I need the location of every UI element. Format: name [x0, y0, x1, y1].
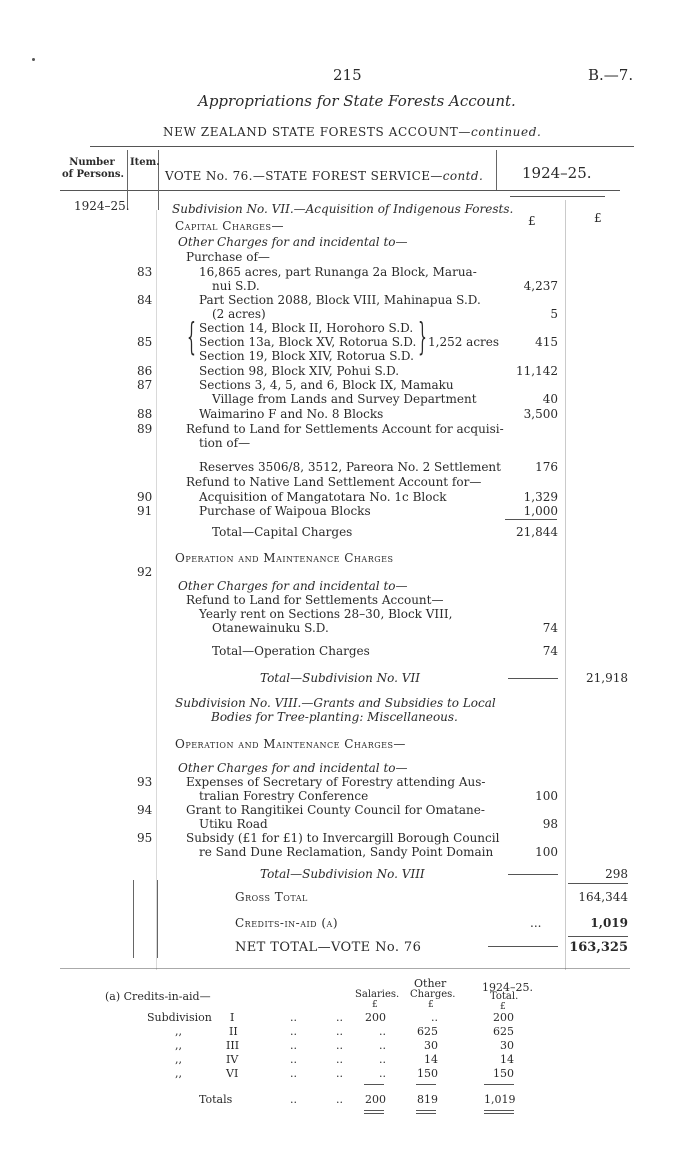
item-number: 94: [137, 803, 153, 817]
footnote-dots: ..: [336, 1067, 343, 1080]
footnote-dots: ..: [290, 1067, 297, 1080]
item-line: Village from Lands and Survey Department: [212, 392, 477, 406]
footnote-subdivision-word: Subdivision: [147, 1011, 212, 1024]
footnote-dots: ..: [336, 1025, 343, 1038]
item-line: Refund to Land for Settlements Account for acquisi-: [186, 422, 504, 436]
other-charges-label: Other Charges for and incidental to—: [178, 761, 408, 775]
subdivision8-rule: [508, 874, 558, 875]
total-subdivision7-label: Total—Subdivision No. VII: [260, 671, 420, 685]
account-subtitle-main: NEW ZEALAND STATE FORESTS ACCOUNT—: [163, 125, 472, 139]
footnote-ditto: ,,: [175, 1025, 182, 1038]
footnote-sum-rule: [416, 1084, 436, 1085]
item-number: 85: [137, 335, 153, 349]
footnote-ditto: ,,: [175, 1039, 182, 1052]
item-line: Waimarino F and No. 8 Blocks: [199, 407, 384, 421]
footnote-double-rule: [484, 1110, 514, 1111]
header-top-rule: [90, 146, 634, 147]
purchase-of-label: Purchase of—: [186, 250, 270, 264]
footnote-salaries: 200: [365, 1011, 386, 1024]
gross-total: 164,344: [578, 890, 628, 904]
header-bottom-rule: [60, 190, 620, 191]
vote-heading-main: VOTE No. 76.—STATE FOREST SERVICE—: [165, 169, 443, 183]
footnote-double-rule: [416, 1110, 436, 1111]
item-amount: 40: [542, 392, 558, 406]
other-charges-label: Other Charges for and incidental to—: [178, 235, 408, 249]
item-line: Yearly rent on Sections 28–30, Block VIII,: [199, 607, 453, 621]
item-line: Section 14, Block II, Horohoro S.D.: [199, 321, 414, 335]
total-subdivision8-label: Total—Subdivision No. VIII: [260, 867, 425, 881]
net-mid-rule: [488, 946, 558, 947]
item-line: tion of—: [199, 436, 251, 450]
item-line: re Sand Dune Reclamation, Sandy Point Domain: [199, 845, 494, 859]
item-line: Subsidy (£1 for £1) to Invercargill Borough Council: [186, 831, 500, 845]
gross-total-label: Gross Total: [235, 890, 308, 904]
item-line: Expenses of Secretary of Forestry attending Aus-: [186, 775, 486, 789]
footnote-col-total-1: 1924–25.: [482, 981, 533, 994]
currency-right: £: [594, 211, 602, 225]
item-number: 95: [137, 831, 153, 845]
item-number: 91: [137, 504, 153, 518]
account-subtitle-cont: continued.: [471, 125, 542, 139]
item-line: Reserves 3506/8, 3512, Pareora No. 2 Settlement: [199, 460, 501, 474]
left-margin-bar: [157, 880, 158, 958]
item-line: Part Section 2088, Block VIII, Mahinapua S.D.: [199, 293, 481, 307]
footnote-sub: VI: [226, 1067, 239, 1080]
footnote-col-other-2: Charges.: [410, 989, 456, 1000]
footnote-salaries: ..: [379, 1039, 386, 1052]
footnote-salaries: ..: [379, 1025, 386, 1038]
footnote-salaries: ..: [379, 1067, 386, 1080]
item-line: (2 acres): [212, 307, 266, 321]
currency-left: £: [528, 214, 536, 228]
subdivision7-heading: Subdivision No. VII.—Acquisition of Indigenous Forests.: [172, 202, 514, 216]
item-line: Section 13a, Block XV, Rotorua S.D.: [199, 335, 417, 349]
item-number: 92: [137, 565, 153, 579]
footnote-dots: ..: [290, 1093, 297, 1106]
footnote-double-rule: [416, 1113, 436, 1114]
credits-dots: ...: [530, 916, 542, 930]
item-line: Grant to Rangitikei County Council for Omatane-: [186, 803, 485, 817]
footnote-total: 625: [493, 1025, 514, 1038]
opmaint-heading: Operation and Maintenance Charges—: [175, 737, 406, 751]
vote-heading: [165, 170, 483, 182]
item-number: 90: [137, 490, 153, 504]
footnote-dots: ..: [336, 1039, 343, 1052]
footnote-pound: £: [500, 1002, 506, 1012]
footnote-dots: ..: [290, 1039, 297, 1052]
footnote-col-salaries: Salaries.: [355, 989, 400, 1000]
item-amount: 74: [542, 621, 558, 635]
margin-speck: [32, 58, 35, 61]
footnote-other: 30: [424, 1039, 438, 1052]
item-amount: 415: [535, 335, 558, 349]
footnote-salaries: ..: [379, 1053, 386, 1066]
footnote-total: 150: [493, 1067, 514, 1080]
item-line: nui S.D.: [212, 279, 260, 293]
footnote-sub: III: [226, 1039, 240, 1052]
footnote-dots: ..: [290, 1053, 297, 1066]
item-line: Purchase of Waipoua Blocks: [199, 504, 371, 518]
item-line: Acquisition of Mangatotara No. 1c Block: [199, 490, 447, 504]
footnote-total: 200: [493, 1011, 514, 1024]
item-amount: 11,142: [516, 364, 558, 378]
item-line: Sections 3, 4, 5, and 6, Block IX, Mamaku: [199, 378, 454, 392]
footnote-pound: £: [372, 1000, 378, 1010]
footnote-dots: ..: [290, 1025, 297, 1038]
footnote-other: 625: [417, 1025, 438, 1038]
vote-year-divider: [496, 150, 497, 190]
footnote-double-rule: [484, 1113, 514, 1114]
footnote-col-total-2: Total.: [490, 991, 519, 1002]
total-capital-label: Total—Capital Charges: [212, 525, 353, 539]
footnote-other: ..: [431, 1011, 438, 1024]
item-line: tralian Forestry Conference: [199, 789, 369, 803]
footnote-dots: ..: [336, 1011, 343, 1024]
item-line: 16,865 acres, part Runanga 2a Block, Marua-: [199, 265, 477, 279]
col-year: 1924–25.: [522, 164, 592, 182]
footnote-sub: IV: [226, 1053, 239, 1066]
total-subdivision8: 298: [605, 867, 628, 881]
capital-sum-rule: [505, 519, 557, 520]
footnote-other: 150: [417, 1067, 438, 1080]
footnote-other: 14: [424, 1053, 438, 1066]
footnote-total: 30: [500, 1039, 514, 1052]
item-acres: 1,252 acres: [428, 335, 500, 349]
subdivision8-heading-line2: Bodies for Tree-planting: Miscellaneous.: [211, 710, 458, 724]
report-code: B.—7.: [588, 66, 634, 84]
page-title: Appropriations for State Forests Account.: [198, 92, 516, 110]
footnote-pound: £: [428, 1000, 434, 1010]
footnote-dots: ..: [336, 1093, 343, 1106]
item-amount: 4,237: [523, 279, 558, 293]
item-amount: 5: [550, 307, 558, 321]
opmaint-heading: Operation and Maintenance Charges: [175, 551, 394, 565]
other-charges-label: Other Charges for and incidental to—: [178, 579, 408, 593]
item-line: Refund to Native Land Settlement Account for—: [186, 475, 482, 489]
footnote-totals-other: 819: [417, 1093, 438, 1106]
item-number: 83: [137, 265, 153, 279]
credits-in-aid: 1,019: [590, 916, 628, 930]
footnote-total: 14: [500, 1053, 514, 1066]
refund-line: Refund to Land for Settlements Account—: [186, 593, 444, 607]
footnote-sum-rule: [484, 1084, 514, 1085]
item-amount: 100: [535, 789, 558, 803]
footnote-totals-label: Totals: [199, 1093, 233, 1106]
item-amount: 1,000: [523, 504, 558, 518]
persons-year: 1924–25.: [74, 199, 130, 213]
footnote-totals-total: 1,019: [484, 1093, 516, 1106]
item-amount: 176: [535, 460, 558, 474]
net-total: 163,325: [569, 940, 628, 955]
footnote-sub: II: [229, 1025, 238, 1038]
gross-rule: [568, 883, 628, 884]
item-amount: 100: [535, 845, 558, 859]
subdivision7-rule: [508, 678, 558, 679]
net-rule-top: [568, 936, 628, 937]
item-col-guide: [156, 210, 157, 970]
amount-col-divider: [565, 200, 566, 970]
item-number: 87: [137, 378, 153, 392]
footnote-dots: ..: [290, 1011, 297, 1024]
item-number: 89: [137, 422, 153, 436]
item-number: 86: [137, 364, 153, 378]
item-amount: 3,500: [523, 407, 558, 421]
footnote-double-rule: [364, 1110, 384, 1111]
credits-label: Credits-in-aid (a): [235, 916, 339, 930]
total-capital: 21,844: [516, 525, 558, 539]
item-amount: 98: [542, 817, 558, 831]
item-number: 88: [137, 407, 153, 421]
item-line: Section 19, Block XIV, Rotorua S.D.: [199, 349, 414, 363]
page-number: 215: [333, 66, 362, 84]
footnote-col-other-1: Other: [414, 977, 447, 990]
item-line: Utiku Road: [199, 817, 268, 831]
footnote-totals-salaries: 200: [365, 1093, 386, 1106]
vote-heading-cont: contd.: [442, 169, 484, 183]
col-persons-line2: of Persons.: [62, 169, 125, 180]
capital-charges-heading: Capital Charges—: [175, 219, 284, 233]
year-underline: [510, 196, 605, 197]
footnote-sub: I: [230, 1011, 235, 1024]
item-line: Section 98, Block XIV, Pohui S.D.: [199, 364, 400, 378]
item-number: 84: [137, 293, 153, 307]
footnote-double-rule: [364, 1113, 384, 1114]
net-total-label: NET TOTAL—VOTE No. 76: [235, 940, 422, 955]
total-operation: 74: [542, 644, 558, 658]
footnote-divider: [60, 968, 630, 969]
account-subtitle: [163, 126, 541, 138]
col-item: Item.: [130, 157, 160, 168]
total-subdivision7: 21,918: [586, 671, 628, 685]
brace-icon: {: [187, 317, 196, 361]
item-number: 93: [137, 775, 153, 789]
footnote-sum-rule: [364, 1084, 384, 1085]
footnote-dots: ..: [336, 1053, 343, 1066]
item-amount: 1,329: [523, 490, 558, 504]
total-operation-label: Total—Operation Charges: [212, 644, 370, 658]
footnote-ditto: ,,: [175, 1067, 182, 1080]
item-line: Otanewainuku S.D.: [212, 621, 329, 635]
footnote-title: (a) Credits-in-aid—: [105, 990, 211, 1003]
close-brace-icon: }: [418, 317, 427, 361]
col-persons-line1: Number: [69, 157, 115, 168]
subdivision8-heading-line1: Subdivision No. VIII.—Grants and Subsidies to Local: [175, 696, 496, 710]
footnote-ditto: ,,: [175, 1053, 182, 1066]
left-margin-bar: [133, 880, 134, 958]
